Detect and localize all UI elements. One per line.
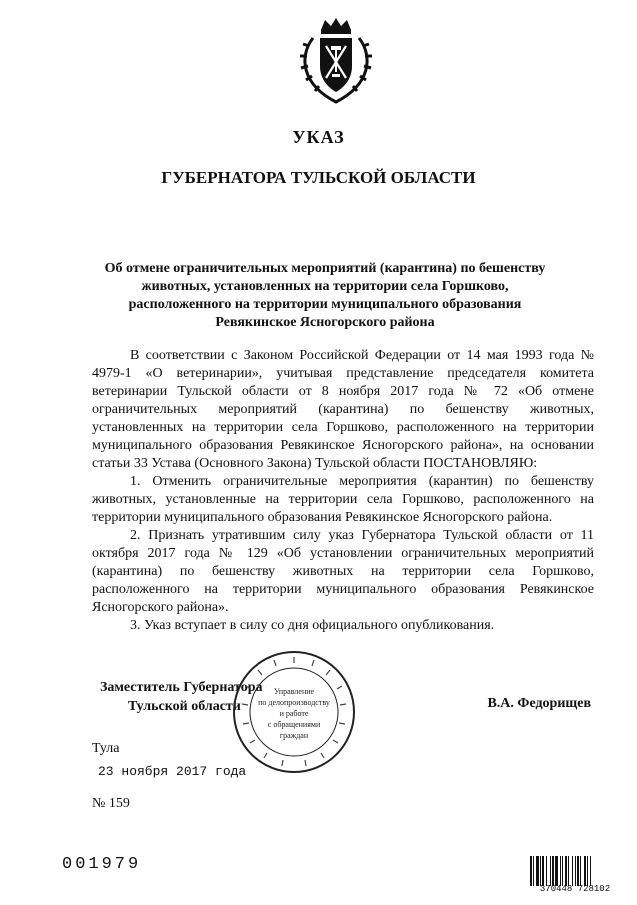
tula-coat-of-arms-icon: [291, 16, 381, 106]
document-subtitle: ГУБЕРНАТОРА ТУЛЬСКОЙ ОБЛАСТИ: [161, 168, 476, 187]
signatory-position-line: Заместитель Губернатора: [100, 680, 263, 695]
svg-text:Управление: Управление: [273, 687, 315, 696]
issue-date: 23 ноября 2017 года: [98, 764, 247, 779]
document-title: УКАЗ: [292, 127, 345, 147]
body-paragraph: 2. Признать утратившим силу указ Губернатора Тульской области от 11 октября 2017 года № 129 «Об установлении ограничительных мероприятий (карантина) по бешенству животных на территории села Горшково, расположенного на территории муниципального образования Ревякинское Ясногорского района».: [92, 528, 594, 615]
body-paragraph: В соответствии с Законом Российской Федерации от 14 мая 1993 года № 4979-1 «О ветеринарии», учитывая представление председателя комитета ветеринарии Тульской области от 8 ноября 2017 года № 72 «Об отмене ограничительных мероприятий (карантина) по бешенству животных, установленных на территории села Горшково, расположенного на территории муниципального образования Ревякинское Ясногорского района», на основании статьи 33 Устава (Основного Закона) Тульской области ПОСТАНОВЛЯЮ:: [92, 348, 594, 471]
body-paragraph: 1. Отменить ограничительные мероприятия (карантин) по бешенству животных, установленные на территории села Горшково, расположенного на территории муниципального образования Ревякинское Ясногорского района.: [92, 474, 594, 525]
issue-place: Тула: [92, 741, 120, 756]
signatory-position-line: Тульской области: [128, 699, 241, 714]
body-paragraph: 3. Указ вступает в силу со дня официального опубликования.: [130, 618, 495, 633]
svg-text:с обращениями: с обращениями: [267, 720, 321, 729]
registration-number: 001979: [62, 855, 142, 874]
subject-line: Ревякинское Ясногорского района: [215, 315, 435, 330]
subject-line: Об отмене ограничительных мероприятий (карантина) по бешенству: [104, 261, 546, 276]
document-number: № 159: [92, 796, 130, 811]
document-body: [92, 347, 594, 635]
svg-text:по делопроизводству: по делопроизводству: [258, 698, 330, 707]
signatory-name: В.А. Федорищев: [487, 696, 591, 711]
document-subject: [80, 260, 570, 332]
svg-text:граждан: граждан: [279, 731, 309, 740]
barcode-number: 370448 728102: [539, 884, 611, 894]
svg-text:и работе: и работе: [279, 709, 309, 718]
barcode-icon: [530, 856, 620, 886]
subject-line: расположенного на территории муниципального образования: [128, 297, 522, 312]
official-stamp: [230, 648, 358, 776]
subject-line: животных, установленных на территории села Горшково,: [141, 279, 509, 294]
